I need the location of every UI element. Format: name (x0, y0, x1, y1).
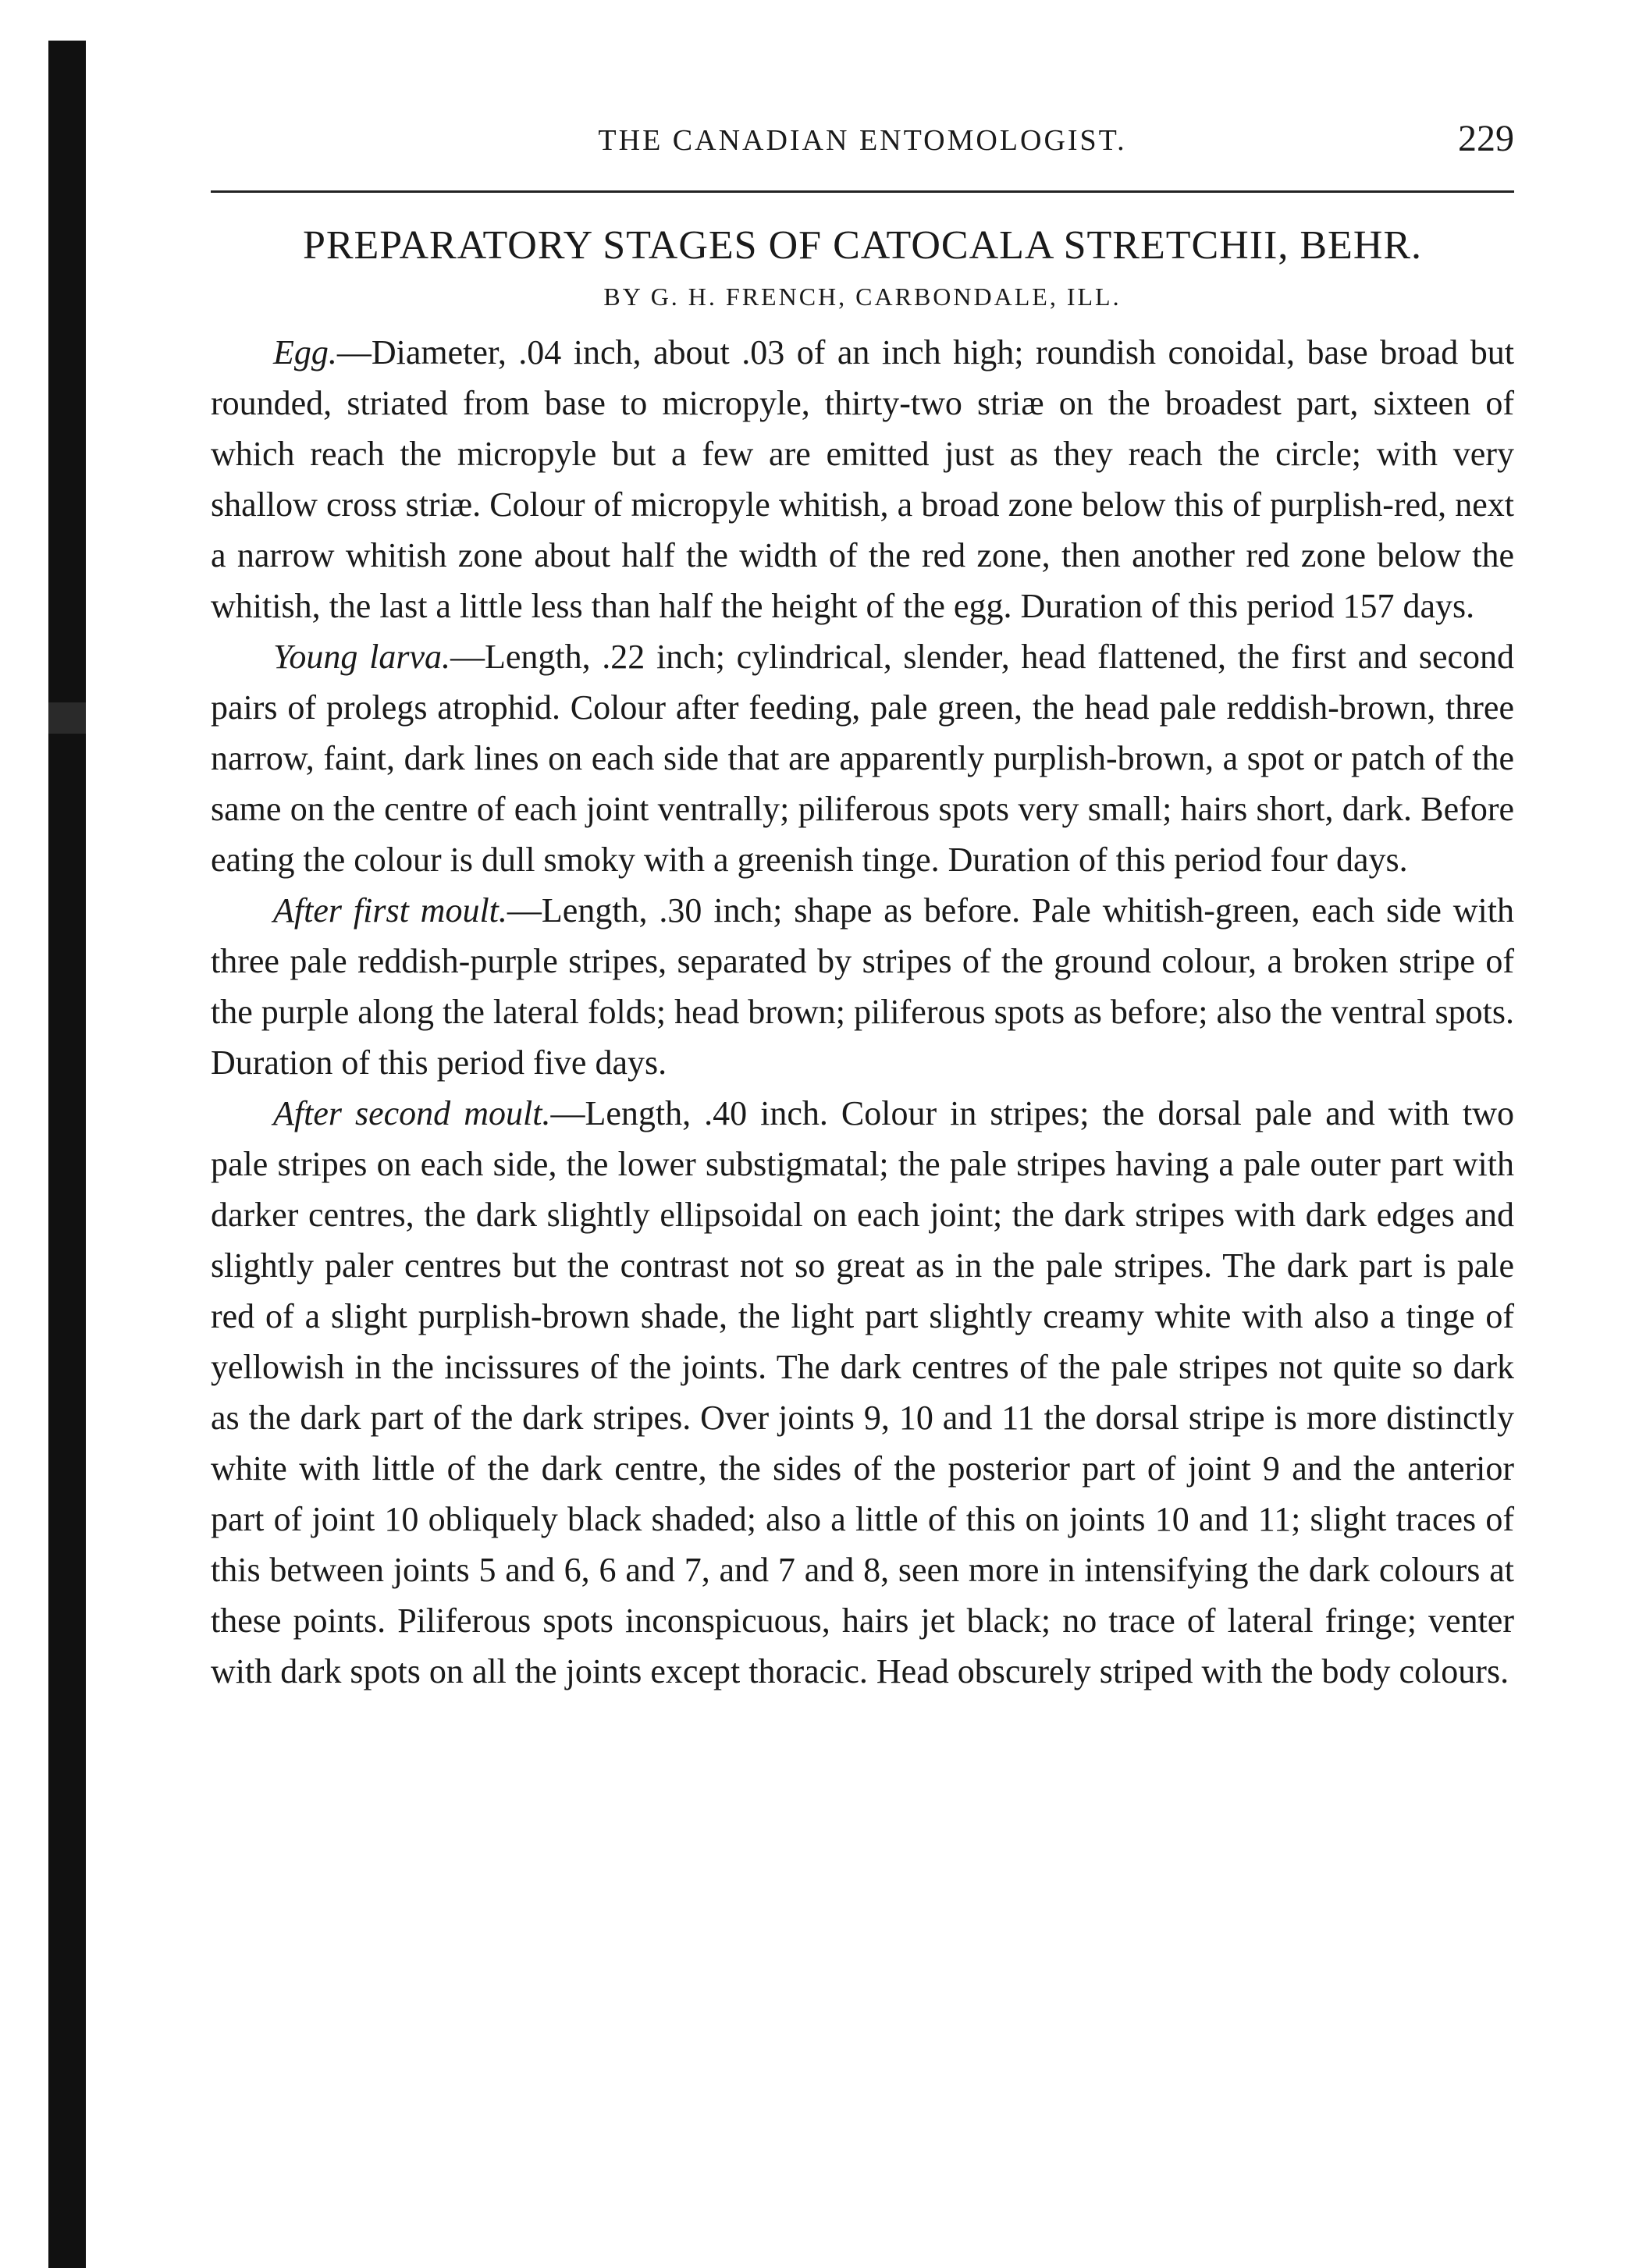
page (211, 117, 1514, 1697)
paragraph-egg (211, 327, 1514, 631)
paragraph-second-moult (211, 1088, 1514, 1697)
running-head (211, 117, 1514, 172)
article-title: PREPARATORY STAGES OF CATOCALA STRETCHII, BEHR. (302, 223, 1423, 268)
header-rule (211, 190, 1514, 193)
byline: BY G. H. FRENCH, CARBONDALE, ILL. (603, 283, 1122, 311)
scan-binding-edge (48, 41, 86, 2268)
paragraph-young-larva (211, 631, 1514, 885)
paragraph-text: —Diameter, .04 inch, about .03 of an inch high; roundish conoidal, base broad but rounded, striated from base to micropyle, thirty-two striæ on the broadest part, sixteen of which reach the micropyle but a few are emitted just as they reach the circle; with very shallow cross striæ. Colour of micropyle whitish, a broad zone below this of purplish-red, next a narrow whitish zone about half the width of the red zone, then another red zone below the whitish, the last a little less than half the height of the egg. Duration of this period 157 days. (211, 333, 1514, 625)
paragraph-lead: After second moult. (273, 1094, 551, 1132)
paragraph-lead: Egg. (273, 333, 337, 371)
scan-edge-mark (48, 702, 86, 734)
paragraph-first-moult (211, 885, 1514, 1088)
paragraph-lead: After first moult. (273, 891, 507, 930)
paragraph-lead: Young larva. (273, 638, 450, 676)
paragraph-text: —Length, .22 inch; cylindrical, slender, head flattened, the first and second pairs of prolegs atrophid. Colour after feeding, pale green, the head pale reddish-brown, three narrow, faint, dark lines on each side that are apparently purplish-brown, a spot or patch of the same on the centre of each joint ventrally; piliferous spots very small; hairs short, dark. Before eating the colour is dull smoky with a greenish tinge. Duration of this period four days. (211, 638, 1515, 879)
paragraph-text: —Length, .40 inch. Colour in stripes; the dorsal pale and with two pale stripes on each side, the lower substigmatal; the pale stripes having a pale outer part with darker centres, the dark slightly ellipsoidal on each joint; the dark stripes with dark edges and slightly paler centres but the contrast not so great as in the pale stripes. The dark part is pale red of a slight purplish-brown shade, the light part slightly creamy white with also a tinge of yellowish in the incissures of the joints. The dark centres of the pale stripes not quite so dark as the dark part of the dark stripes. Over joints 9, 10 and 11 the dorsal stripe is more distinctly white with little of the dark centre, the sides of the posterior part of joint 9 and the anterior part of joint 10 obliquely black shaded; also a little of this on joints 10 and 11; slight traces of this between joints 5 and 6, 6 and 7, and 7 and 8, seen more in intensifying the dark colours at these points. Piliferous spots inconspicuous, hairs jet black; no trace of lateral fringe; venter with dark spots on all the joints except thoracic. Head obscurely striped with the body colours. (211, 1094, 1514, 1690)
page-number: 229 (1458, 118, 1514, 159)
running-title: THE CANADIAN ENTOMOLOGIST. (598, 124, 1127, 157)
paragraph-text: —Length, .30 inch; shape as before. Pale whitish-green, each side with three pale reddish-purple stripes, separated by stripes of the ground colour, a broken stripe of the purple along the lateral folds; head brown; piliferous spots as before; also the ventral spots. Duration of this period five days. (211, 891, 1514, 1082)
